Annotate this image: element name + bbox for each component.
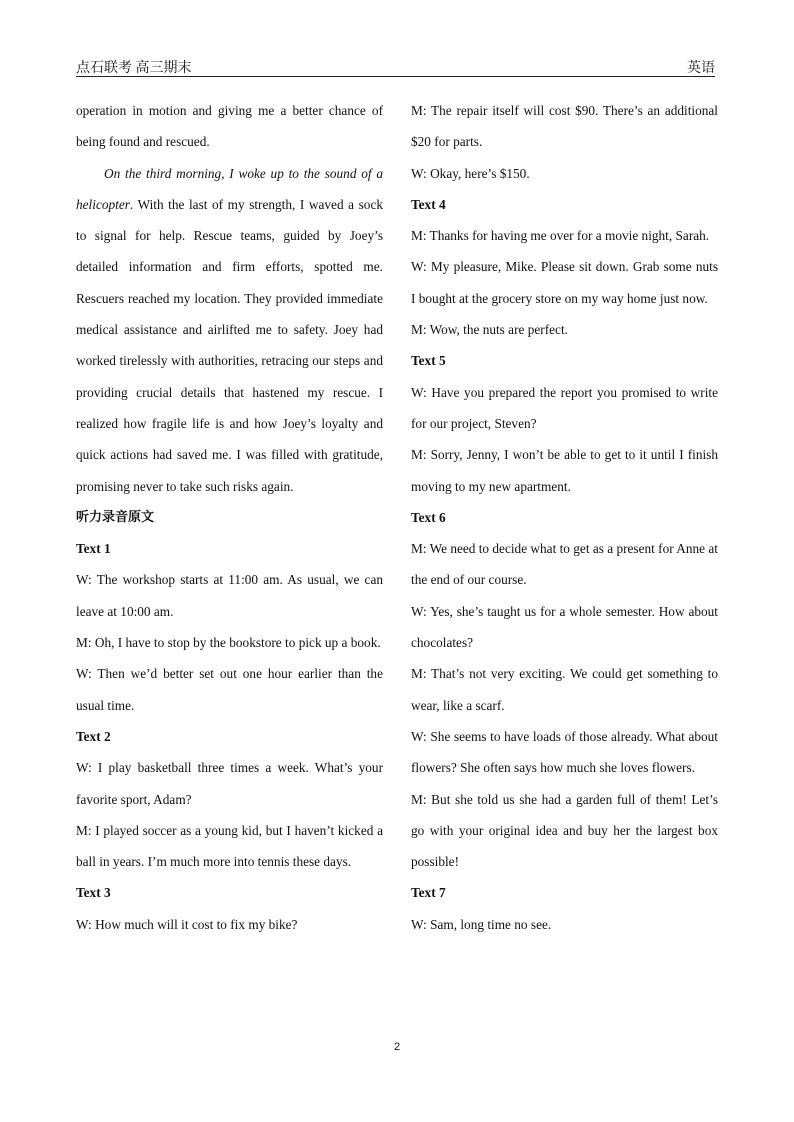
header-exam-title: 点石联考 高三期末 <box>76 61 192 76</box>
dialogue-line: W: She seems to have loads of those already. What about flowers? She often says how much she loves flowers. <box>411 728 718 776</box>
dialogue-line: M: Sorry, Jenny, I won’t be able to get to it until I finish moving to my new apartment. <box>411 447 718 494</box>
dialogue-line: M: We need to decide what to get as a present for Anne at the end of our course. <box>411 541 718 588</box>
page-number: 2 <box>393 1041 401 1053</box>
story-paragraph-text: . With the last of my strength, I waved a sock to signal for help. Rescue teams, guided by Joey’s detailed information and firm efforts, spotted me. Rescuers reached my location. They provided immediate medical assistance and airlifted me to safety. Joey had worked tirelessly with authorities, retracing our steps and providing crucial details that hastened my rescue. I realized how fragile life is and how Joey’s loyalty and quick actions had saved me. I was filled with gratitude, promising never to take such risks again. <box>76 196 383 494</box>
dialogue-line: W: Yes, she’s taught us for a whole semester. How about chocolates? <box>411 603 718 651</box>
text-heading: Text 5 <box>411 353 446 369</box>
right-column <box>411 95 718 940</box>
header-subject: 英语 <box>687 61 715 76</box>
section-title: 听力录音原文 <box>76 509 155 525</box>
dialogue-line: M: Oh, I have to stop by the bookstore to pick up a book. <box>76 635 381 651</box>
dialogue-line: W: Have you prepared the report you promised to write for our project, Steven? <box>411 384 718 431</box>
dialogue-line: M: Thanks for having me over for a movie night, Sarah. <box>411 228 710 244</box>
text-heading: Text 1 <box>76 541 111 557</box>
story-paragraph: operation in motion and giving me a better chance of being found and rescued. <box>76 103 383 150</box>
text-heading: Text 3 <box>76 885 111 901</box>
text-heading: Text 2 <box>76 728 111 744</box>
dialogue-line: W: Then we’d better set out one hour earlier than the usual time. <box>76 666 383 713</box>
dialogue-line: M: But she told us she had a garden full of them! Let’s go with your original idea and buy her the largest box possible! <box>411 791 718 870</box>
dialogue-line: W: The workshop starts at 11:00 am. As usual, we can leave at 10:00 am. <box>76 572 383 619</box>
header-divider <box>76 76 715 77</box>
dialogue-line: W: Okay, here’s $150. <box>411 165 530 181</box>
italic-prompt-sentence: On the third morning, I woke up to the sound of a helicopter <box>76 165 383 212</box>
dialogue-line: W: My pleasure, Mike. Please sit down. Grab some nuts I bought at the grocery store on my way home just now. <box>411 259 718 306</box>
text-heading: Text 4 <box>411 196 446 212</box>
dialogue-line: M: The repair itself will cost $90. There’s an additional $20 for parts. <box>411 103 718 150</box>
dialogue-line: W: Sam, long time no see. <box>411 916 552 932</box>
dialogue-line: M: That’s not very exciting. We could get something to wear, like a scarf. <box>411 666 718 713</box>
dialogue-line: W: How much will it cost to fix my bike? <box>76 916 298 932</box>
dialogue-line: W: I play basketball three times a week. What’s your favorite sport, Adam? <box>76 760 383 807</box>
text-heading: Text 6 <box>411 509 446 525</box>
story-paragraph <box>76 158 383 502</box>
dialogue-line: M: I played soccer as a young kid, but I haven’t kicked a ball in years. I’m much more into tennis these days. <box>76 822 383 870</box>
left-column <box>76 95 383 940</box>
text-heading: Text 7 <box>411 885 446 901</box>
dialogue-line: M: Wow, the nuts are perfect. <box>411 322 568 338</box>
